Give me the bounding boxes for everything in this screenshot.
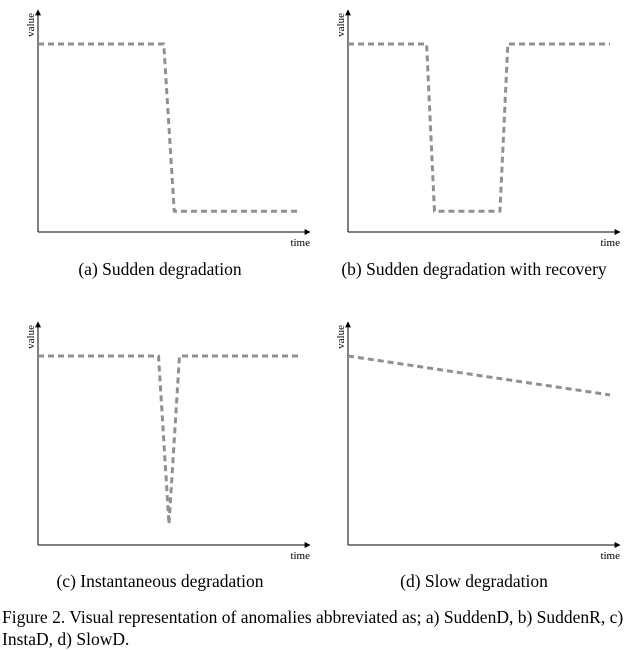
caption-panel-b: (b) Sudden degradation with recovery [341,259,607,279]
caption-panel-a: (a) Sudden degradation [78,259,242,279]
xlabel-c: time [290,550,310,562]
ylabel-c: value [25,325,37,349]
xlabel-d: time [600,550,620,562]
figure-caption: Figure 2. Visual representation of anomalies abbreviated as; a) SuddenD, b) SuddenR, c) InstaD, d) SlowD. [2,607,624,649]
series-line-a-0 [38,44,300,211]
caption-panel-d: (d) Slow degradation [400,571,548,591]
ylabel-a: value [25,13,37,37]
series-line-c-0 [38,356,300,524]
xlabel-a: time [290,237,310,249]
xlabel-b: time [600,237,620,249]
series-line-d-0 [348,356,610,395]
series-line-b-0 [348,44,610,211]
caption-panel-c: (c) Instantaneous degradation [56,571,264,591]
ylabel-d: value [335,325,347,349]
ylabel-b: value [335,13,347,37]
